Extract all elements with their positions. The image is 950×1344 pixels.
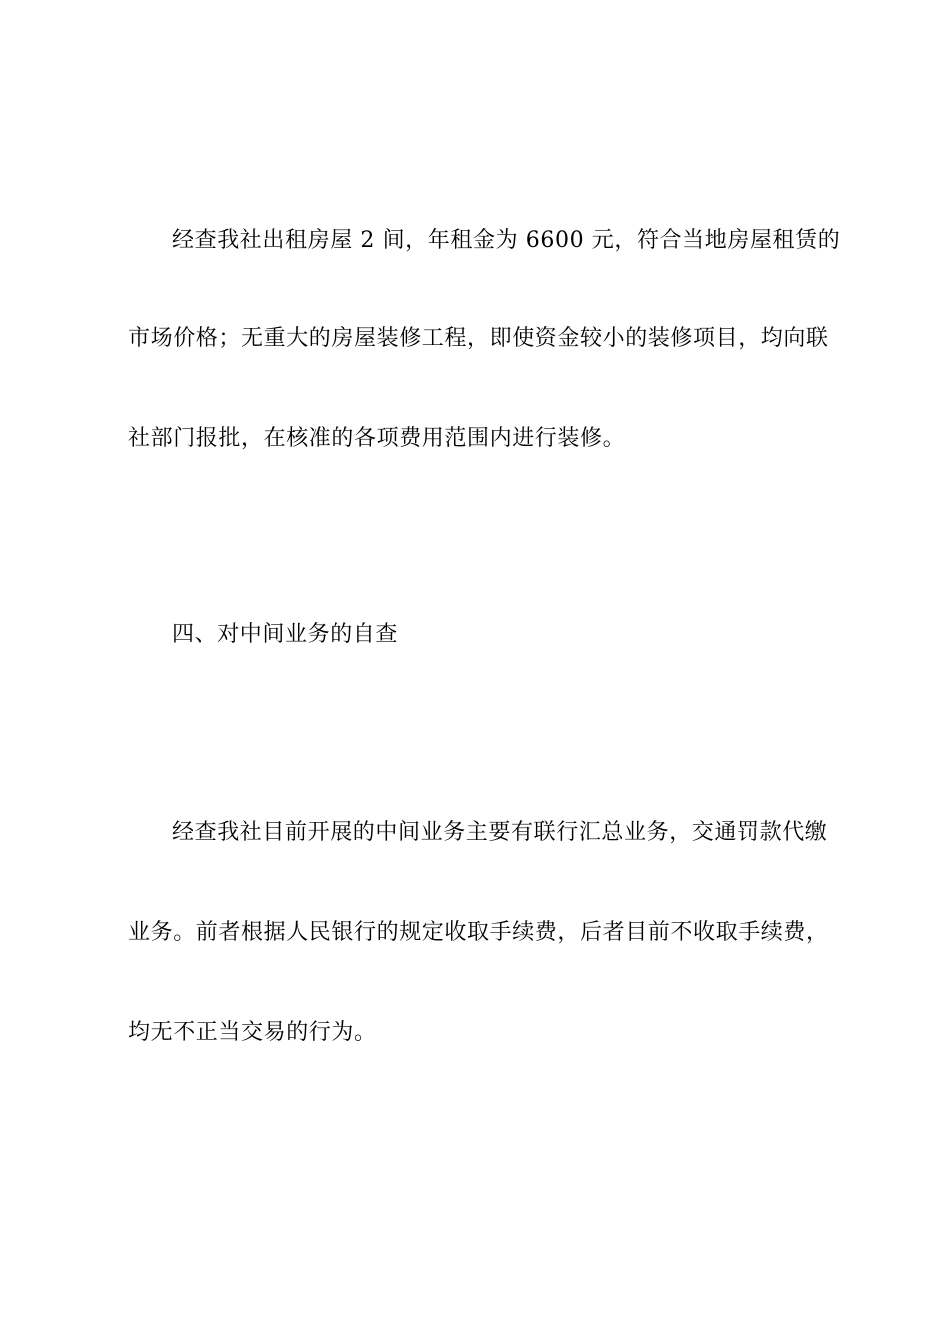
paragraph-rent-line-3: 社部门报批，在核准的各项费用范围内进行装修。: [128, 426, 626, 451]
paragraph-intermediate-line-1: 经查我社目前开展的中间业务主要有联行汇总业务，交通罚款代缴: [172, 820, 828, 845]
paragraph-rent-line-1: 经查我社出租房屋 2 间，年租金为 6600 元，符合当地房屋租赁的: [172, 228, 841, 253]
section-heading: 四、对中间业务的自查: [172, 622, 399, 647]
paragraph-rent-line-2: 市场价格；无重大的房屋装修工程，即使资金较小的装修项目，均向联: [128, 326, 829, 351]
paragraph-intermediate-line-2: 业务。前者根据人民银行的规定收取手续费，后者目前不收取手续费，: [128, 920, 829, 945]
paragraph-intermediate-line-3: 均无不正当交易的行为。: [128, 1020, 377, 1045]
